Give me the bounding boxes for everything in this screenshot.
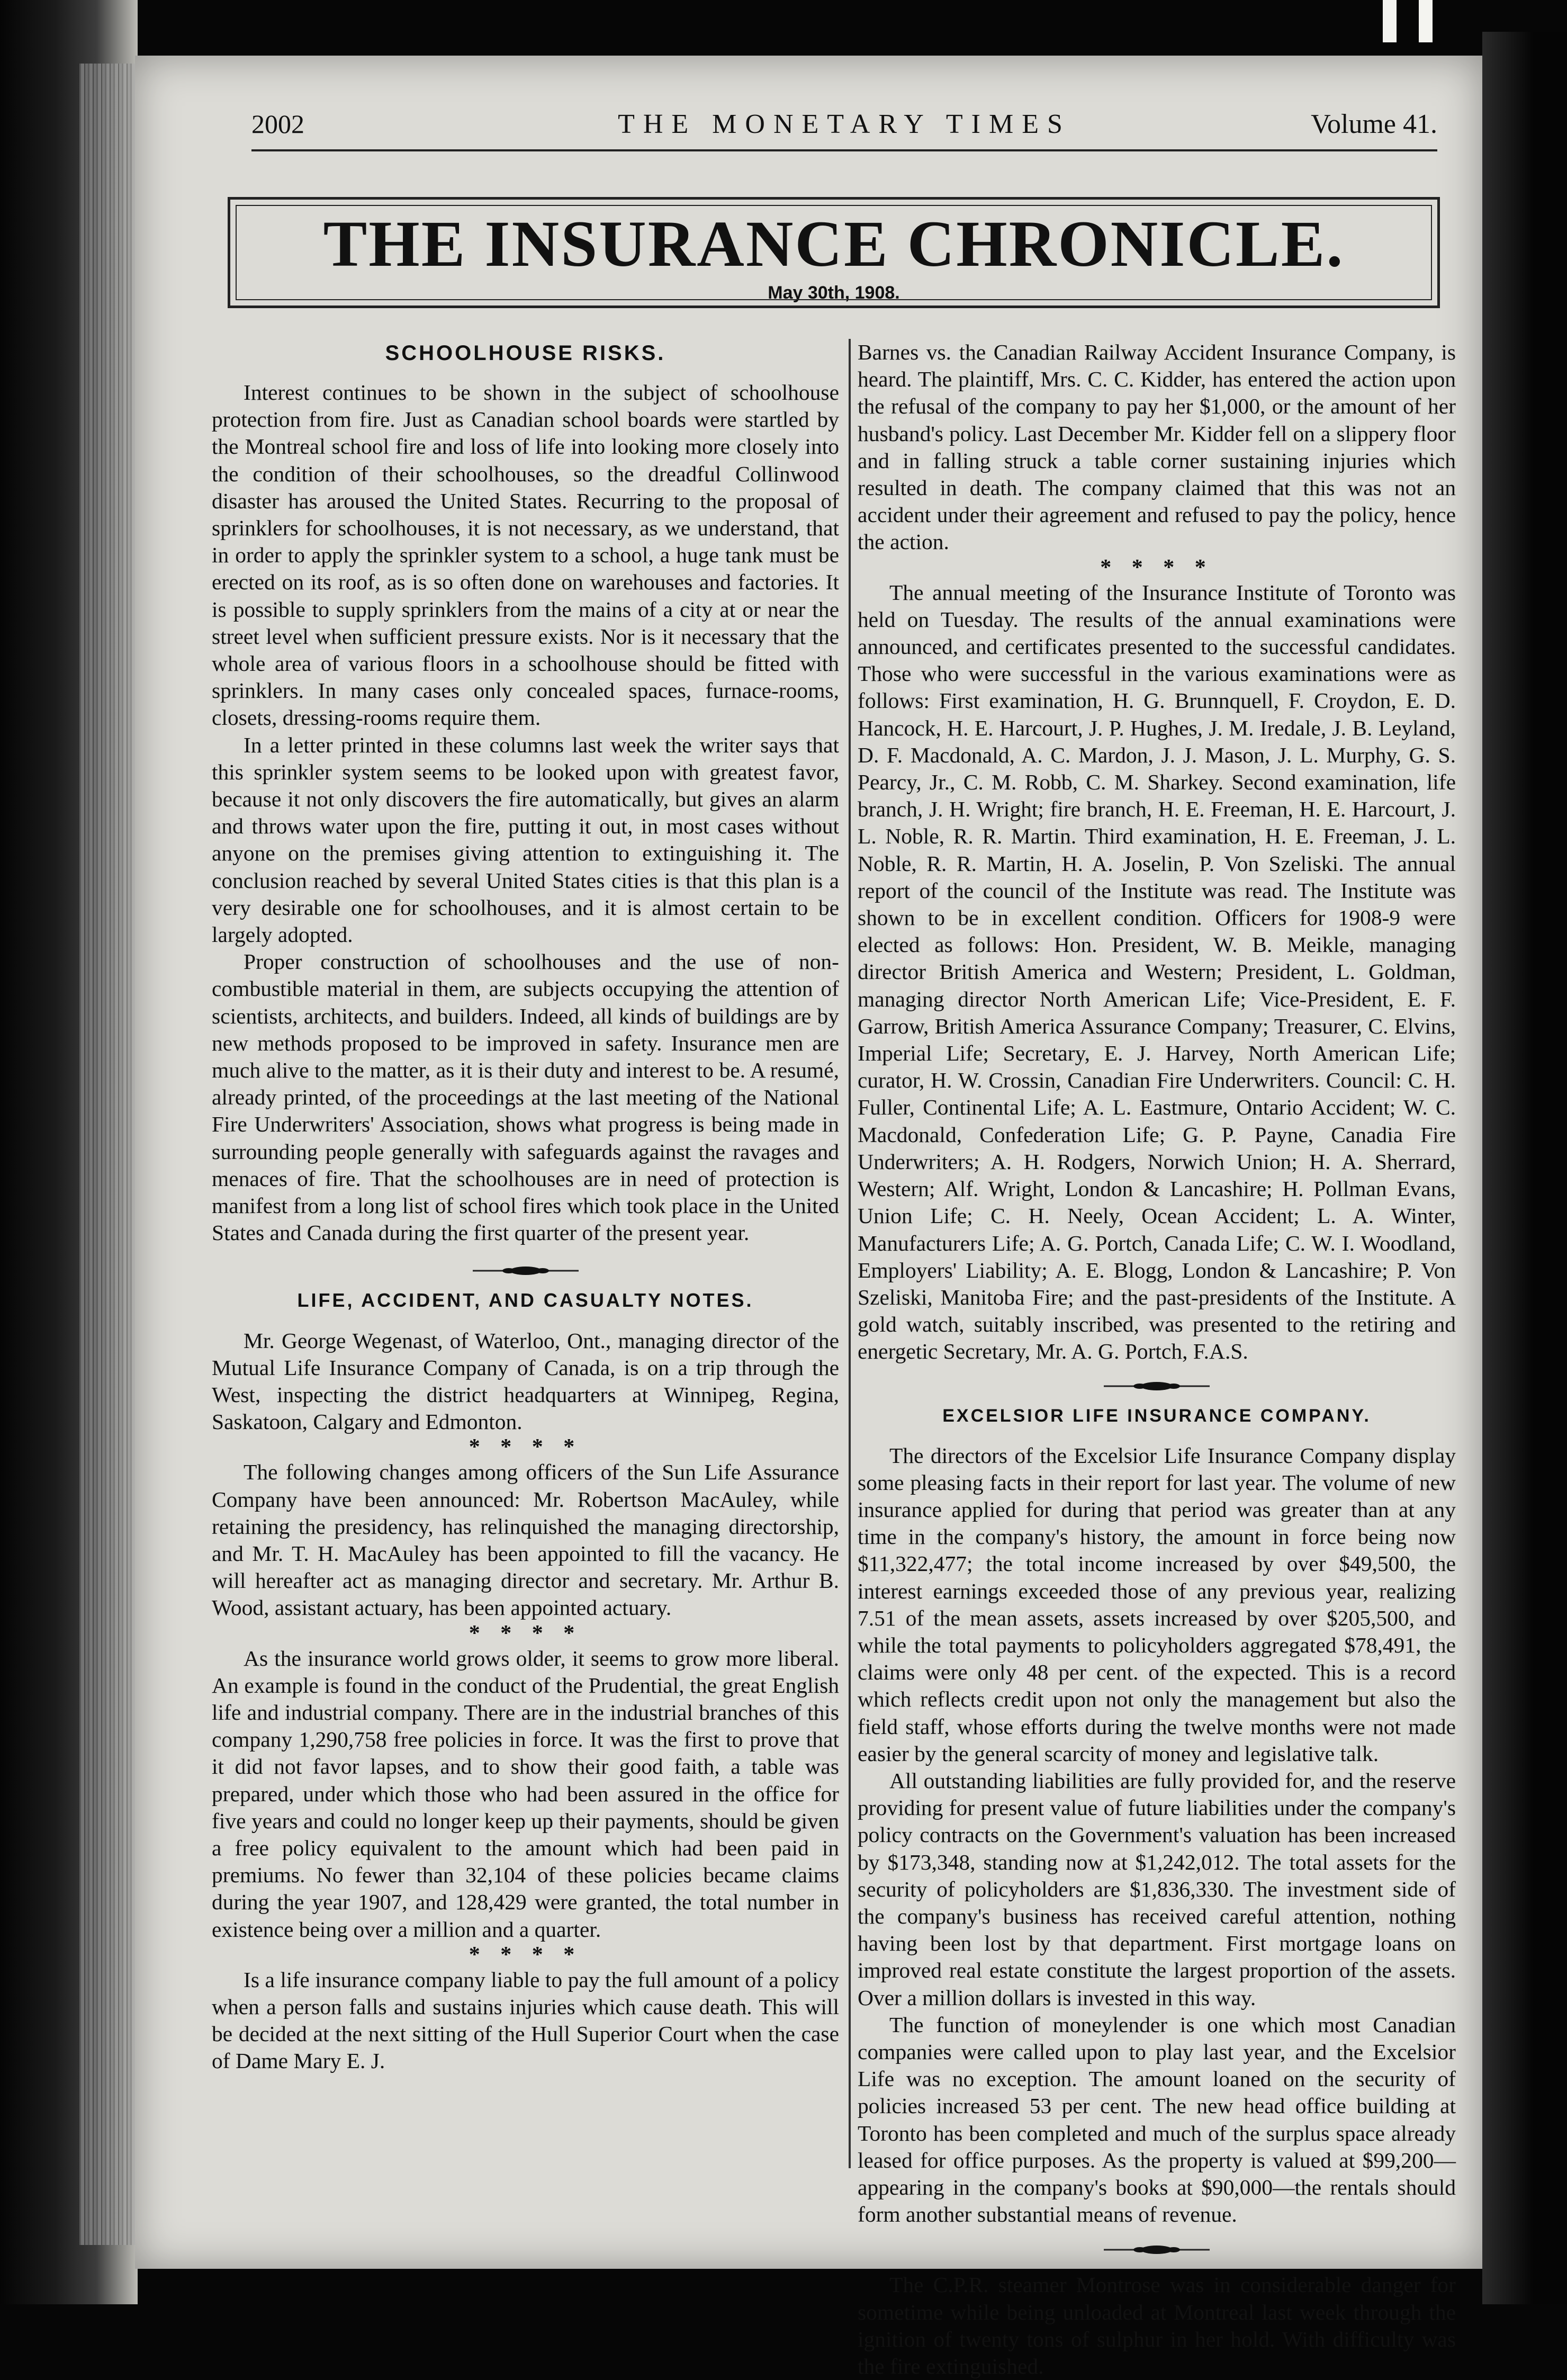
journal-title: THE MONETARY TIMES — [618, 109, 1071, 139]
schoolhouse-paragraph: Proper construction of schoolhouses and the use of non-combustible material in them, are subjects occupying the attention of scientists, architects, and builders. Indeed, all kinds of buildings are by new methods proposed to be improved in safety. Insurance men are much alive to the matter, as it is their duty and interest to be. A resumé, already printed, of the proceedings at the last meeting of the National Fire Underwriters' Association, shows what progress is being made in surrounding people generally with safeguards against the ravages and menaces of fire. That the schoolhouses are in need of protection is manifest from a long list of school fires which took place in the United States and Canada during the first quarter of the present year. — [212, 949, 839, 1245]
kidder-case-paragraph: Barnes vs. the Canadian Railway Accident Insurance Company, is heard. The plaintiff, Mrs. C. C. Kidder, has entered the action upon the refusal of the company to pay her $1,000, or the amount of her husband's policy. Last December Mr. Kidder fell on a slippery floor and in falling struck a table corner sustaining injuries which resulted in death. The company claimed that this was not an accident under their agreement and refused to pay the policy, hence the action. — [858, 340, 1456, 554]
institute-paragraph: The annual meeting of the Insurance Institute of Toronto was held on Tuesday. The results of the annual examinations were announced, and certificates presented to the successful candidates. Those who were successful in the various examinations were as follows: First examination, H. G. Brunnquell, F. Croydon, E. D. Hancock, H. E. Harcourt, J. P. Hughes, J. M. Iredale, J. B. Leyland, D. F. Macdonald, A. C. Mardon, J. J. Mason, J. L. Murphy, G. S. Pearcy, Jr., C. M. Robb, C. M. Sharkey. Second examination, life branch, J. H. Wright; fire branch, H. E. Freeman, H. E. Harcourt, J. L. Noble, R. R. Martin. Third examination, H. E. Freeman, J. L. Noble, R. R. Martin, H. A. Joselin, P. Von Szeliski. The annual report of the council of the Institute was read. The Institute was shown to be in excellent condition. Officers for 1908-9 were elected as follows: Hon. President, W. B. Meikle, managing director British America and Western; President, L. Goldman, managing director North American Life; Vice-President, E. F. Garrow, British America Assurance Company; Treasurer, C. Elvins, Imperial Life; Secretary, E. J. Harvey, North American Life; curator, H. W. Crossin, Canadian Fire Underwriters. Council: C. H. Fuller, Continental Life; A. L. Eastmure, Ontario Accident; W. C. Macdonald, Confederation Life; G. P. Payne, Canadia Fire Underwriters; A. H. Rodgers, Norwich Union; H. A. Sherrard, Western; Alf. Wright, London & Lancashire; H. Pollman Evans, Union Life; C. H. Neely, Ocean Accident; L. A. Winter, Manufacturers Life; A. G. Portch, Canada Life; C. W. I. Woodland, Employers' Liability; A. E. Blogg, London & Lancashire; P. Von Szeliski, Manitoba Fire; and the past-presidents of the Institute. A gold watch, suitably inscribed, was presented to the retiring and energetic Secretary, Mr. A. G. Portch, F.A.S. — [858, 580, 1456, 1364]
note-paragraph: Is a life insurance company liable to pay the full amount of a policy when a person falls and sustains injuries which cause death. This will be decided at the next sitting of the Hull Superior Court when the case of Dame Mary E. J. — [212, 1967, 839, 2073]
scan-clip-right — [1419, 0, 1433, 42]
header-rule — [251, 149, 1437, 151]
banner-title: THE INSURANCE CHRONICLE. — [323, 208, 1345, 280]
page-edges — [79, 64, 138, 2245]
banner-date: May 30th, 1908. — [768, 283, 900, 303]
excelsior-paragraph: The function of moneylender is one which most Canadian companies were called upon to play last year, and the Excelsior Life was no exception. The amount loaned on the security of policies increased 53 per cent. The new head office building at Toronto has been completed and much of the surplus space already leased for office purposes. As the property is valued at $99,200—appearing in the company's books at $90,000—the rentals should form another substantial means of revenue. — [858, 2012, 1456, 2227]
stars-separator: * * * * — [1100, 555, 1213, 580]
ornament-divider — [473, 1262, 579, 1280]
schoolhouse-heading: SCHOOLHOUSE RISKS. — [385, 342, 666, 365]
ornament-divider — [1104, 2241, 1210, 2259]
ornament-divider — [1104, 1377, 1210, 1395]
right-column — [858, 339, 1456, 2380]
column-divider — [849, 339, 851, 2168]
schoolhouse-paragraph: In a letter printed in these columns last week the writer says that this sprinkler system seems to be looked upon with greatest favor, because it not only discovers the fire automatically, but gives an alarm and throws water upon the fire, putting it out, in most cases without anyone on the premises giving attention to extinguishing it. The conclusion reached by several United States cities is that this plan is a very desirable one for schoolhouses, and it is almost certain to be largely adopted. — [212, 732, 839, 947]
notes-heading: LIFE, ACCIDENT, AND CASUALTY NOTES. — [297, 1289, 754, 1311]
cpr-steamer-paragraph: The C.P.R. steamer Montrose was in considerable danger for sometime while being unloaded at Montreal last week through the ignition of twenty tons of sulphur in her hold. With difficulty was the fire extinguished. — [858, 2273, 1456, 2379]
note-paragraph: As the insurance world grows older, it seems to grow more liberal. An example is found in the conduct of the Prudential, the great English life and industrial company. There are in the industrial branches of this company 1,290,758 free policies in force. It was the first to prove that it did not favor lapses, and to show their good faith, a table was prepared, under which those who had been assured in the office for five years and could no longer keep up their payments, should be given a free policy equivalent to the amount which had been paid in premiums. No fewer than 32,104 of these policies became claims during the year 1907, and 128,429 were granted, the total number in existence being over a million and a quarter. — [212, 1646, 839, 1942]
excelsior-paragraph: The directors of the Excelsior Life Insurance Company display some pleasing facts in their report for last year. The volume of new insurance applied for during that period was greater than at any time in the company's history, the amount in force being now $11,322,477; the total income increased by over $49,500, the interest earnings exceeded those of any previous year, realizing 7.51 of the mean assets, assets increased by over $205,500, and while the total payments to policyholders aggregated $78,491, the claims were only 48 per cent. of the expected. This is a record which reflects credit upon not only the management but also the field staff, whose efforts during the twelve months were not made easier by the general scarcity of money and legislative talk. — [858, 1443, 1456, 1766]
volume-label: Volume 41. — [1311, 109, 1437, 139]
excelsior-heading: EXCELSIOR LIFE INSURANCE COMPANY. — [942, 1405, 1371, 1426]
running-head — [251, 109, 1437, 146]
note-paragraph: Mr. George Wegenast, of Waterloo, Ont., managing director of the Mutual Life Insurance Company of Canada, is on a trip through the West, inspecting the district headquarters at Winnipeg, Regina, Saskatoon, Calgary and Edmonton. — [212, 1328, 839, 1434]
scan-clip-left — [1383, 0, 1397, 42]
schoolhouse-paragraph: Interest continues to be shown in the subject of schoolhouse protection from fire. Just as Canadian school boards were startled by the Montreal school fire and loss of life into looking more closely into the condition of their schoolhouses, so the dreadful Collinwood disaster has aroused the United States. Recurring to the proposal of sprinklers for schoolhouses, it is not necessary, as we understand, that in order to apply the sprinkler system to a school, a huge tank must be erected on its roof, as is so often done on warehouses and factories. It is possible to supply sprinklers from the mains of a city at or near the street level when sufficient pressure exists. Nor is it necessary that the whole area of various floors in a schoolhouse should be fitted with sprinklers. In many cases only concealed spaces, furnace-rooms, closets, dressing-rooms require them. — [212, 380, 839, 730]
left-column — [212, 339, 839, 2075]
stars-separator: * * * * — [469, 1621, 582, 1646]
note-paragraph: The following changes among officers of the Sun Life Assurance Company have been announced: Mr. Robertson MacAuley, while retaining the presidency, has relinquished the managing directorship, and Mr. T. H. MacAuley has been appointed to fill the vacancy. He will hereafter act as managing director and secretary. Mr. Arthur B. Wood, assistant actuary, has been appointed actuary. — [212, 1460, 839, 1620]
stars-separator: * * * * — [469, 1942, 582, 1967]
excelsior-paragraph: All outstanding liabilities are fully provided for, and the reserve providing for present value of future liabilities under the company's policy contracts on the Government's valuation has been increased by $173,348, standing now at $1,242,012. The total assets for the security of policyholders are $1,836,330. The investment side of the company's business has received careful attention, nothing having been lost by that department. First mortgage loans on improved real estate constitute the largest proportion of the assets. Over a million dollars is invested in this way. — [858, 1768, 1456, 2010]
page-number: 2002 — [251, 109, 304, 139]
scan-border — [1482, 32, 1567, 2304]
chronicle-banner — [228, 197, 1440, 308]
stars-separator: * * * * — [469, 1435, 582, 1460]
